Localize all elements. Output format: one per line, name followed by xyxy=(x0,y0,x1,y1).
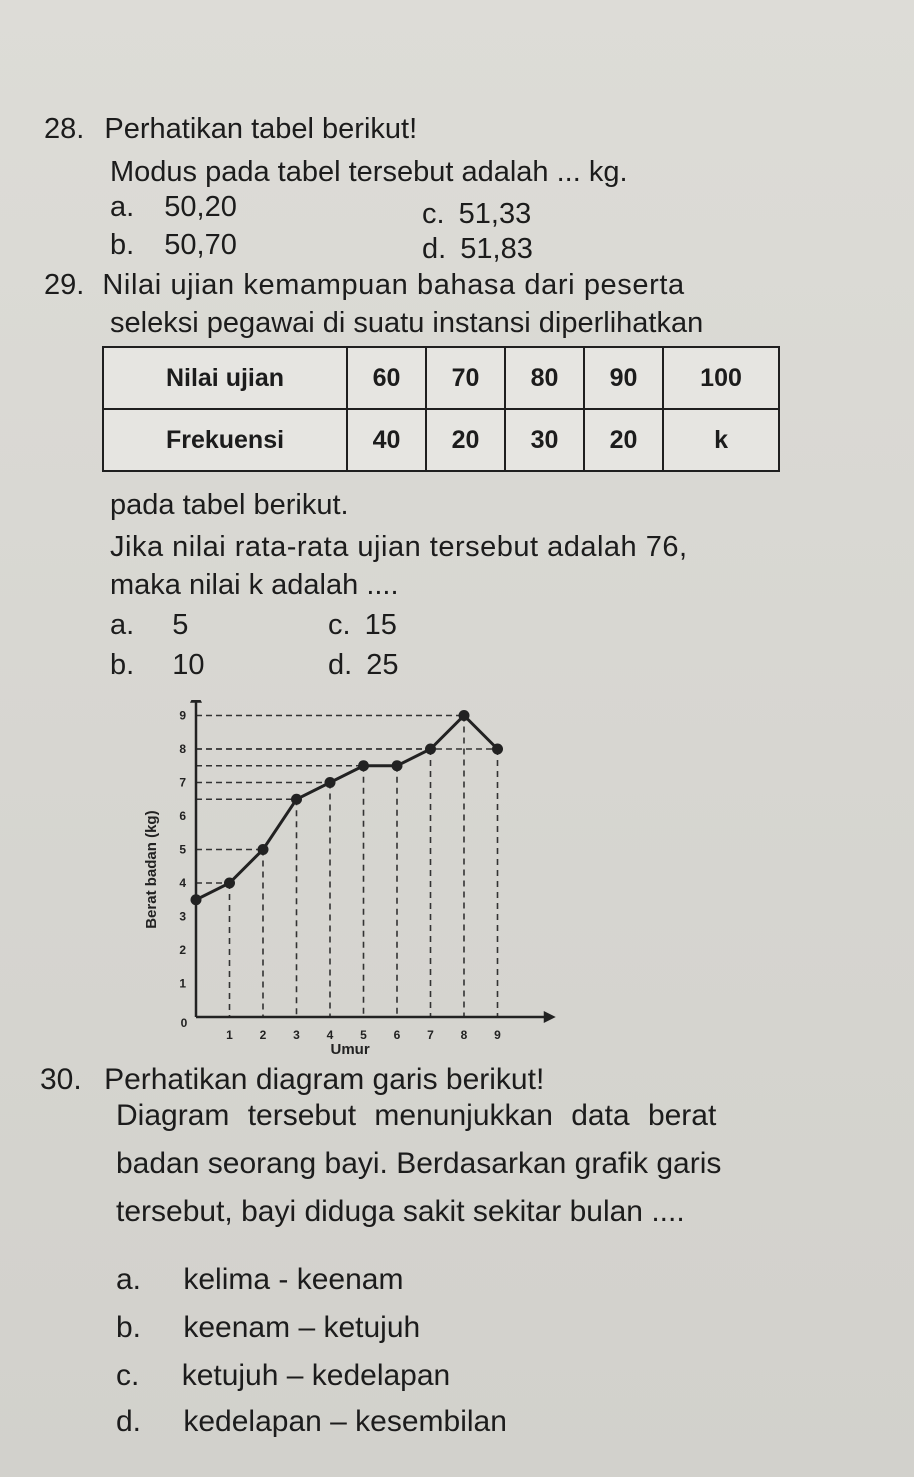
option-label: b. xyxy=(110,229,135,261)
table-cell: 20 xyxy=(584,409,663,471)
data-point xyxy=(258,844,269,855)
option-text: 50,20 xyxy=(164,191,237,223)
q28-option-b[interactable] xyxy=(110,228,237,262)
q29-line4: Jika nilai rata-rata ujian tersebut adalah 76, xyxy=(110,531,688,563)
x-tick-label: 2 xyxy=(259,1028,267,1042)
q28-option-a[interactable] xyxy=(110,190,237,224)
q30-line3: badan seorang bayi. Berdasarkan grafik garis xyxy=(116,1147,722,1180)
table-cell: 70 xyxy=(426,347,505,409)
q29-number: 29. xyxy=(44,269,85,301)
data-point xyxy=(358,760,369,771)
x-tick-label: 3 xyxy=(293,1028,300,1042)
data-point xyxy=(459,710,470,721)
q30-option-a[interactable] xyxy=(116,1262,403,1298)
q28-option-d[interactable] xyxy=(422,232,533,266)
q30-line4: tersebut, bayi diduga sakit sekitar bulan .... xyxy=(116,1195,685,1228)
option-text: kedelapan – kesembilan xyxy=(183,1405,507,1438)
data-point xyxy=(224,878,235,889)
option-label: d. xyxy=(328,649,353,681)
option-text: 10 xyxy=(172,649,205,681)
q29-option-c[interactable] xyxy=(328,608,397,642)
x-tick-label: 6 xyxy=(393,1028,401,1042)
q28-line1 xyxy=(44,112,417,146)
option-label: a. xyxy=(116,1263,142,1296)
score-frequency-table xyxy=(102,346,780,472)
q29-line1 xyxy=(44,268,685,302)
option-text: kelima - keenam xyxy=(183,1263,404,1296)
q30-line2: Diagram tersebut menunjukkan data berat xyxy=(116,1099,717,1132)
x-axis-arrow xyxy=(544,1011,556,1023)
option-label: d. xyxy=(116,1405,142,1438)
q30-option-c[interactable] xyxy=(116,1358,450,1394)
x-tick-label: 9 xyxy=(494,1028,501,1042)
table-row xyxy=(103,409,779,471)
data-point xyxy=(291,794,302,805)
y-tick-label: 7 xyxy=(179,775,186,790)
y-tick-label: 2 xyxy=(179,943,186,957)
q28-line2: Modus pada tabel tersebut adalah ... kg. xyxy=(110,156,628,188)
chart-series xyxy=(191,710,504,905)
table-header-cell: Frekuensi xyxy=(103,409,347,471)
y-axis-arrow xyxy=(190,700,202,703)
option-label: a. xyxy=(110,191,135,223)
x-tick-label: 4 xyxy=(326,1028,334,1042)
q28-number: 28. xyxy=(44,113,85,145)
table-header-cell: Nilai ujian xyxy=(103,347,347,409)
q29-option-b[interactable] xyxy=(110,648,205,682)
q29-option-a[interactable] xyxy=(110,608,188,642)
y-tick-label: 1 xyxy=(179,976,186,991)
y-tick-label: 5 xyxy=(179,842,186,857)
data-point xyxy=(191,894,202,905)
table-cell: 30 xyxy=(505,409,584,471)
option-text: 25 xyxy=(366,649,399,681)
q30-line1 xyxy=(40,1062,544,1098)
y-tick-label: 4 xyxy=(179,876,186,890)
q29-text-1: Nilai ujian kemampuan bahasa dari peserta xyxy=(102,269,685,301)
data-point xyxy=(392,760,403,771)
table-cell: 40 xyxy=(347,409,426,471)
table-cell: 20 xyxy=(426,409,505,471)
y-tick-label: 9 xyxy=(179,708,186,723)
x-tick-label: 1 xyxy=(226,1028,233,1042)
table-cell: k xyxy=(663,409,779,471)
x-axis-title: Umur xyxy=(330,1041,370,1058)
option-label: a. xyxy=(110,609,135,641)
q28-text-1: Perhatikan tabel berikut! xyxy=(104,113,418,145)
table-cell: 60 xyxy=(347,347,426,409)
option-text: 15 xyxy=(364,609,397,641)
table-cell: 90 xyxy=(584,347,663,409)
q29-line3: pada tabel berikut. xyxy=(110,489,349,521)
q30-number: 30. xyxy=(40,1063,82,1096)
option-text: 51,83 xyxy=(460,233,533,265)
q28-option-c[interactable] xyxy=(422,197,531,231)
option-label: d. xyxy=(422,233,447,265)
table-cell: 80 xyxy=(505,347,584,409)
x-tick-label: 0 xyxy=(180,1016,188,1030)
option-text: 5 xyxy=(172,609,189,641)
option-label: c. xyxy=(422,198,445,230)
option-label: c. xyxy=(328,609,351,641)
baby-weight-line-chart xyxy=(130,700,570,1060)
table-row xyxy=(103,347,779,409)
y-tick-label: 6 xyxy=(179,809,186,823)
option-text: keenam – ketujuh xyxy=(183,1311,421,1344)
q29-option-d[interactable] xyxy=(328,648,399,682)
y-tick-label: 3 xyxy=(179,909,186,924)
y-tick-label: 8 xyxy=(179,742,186,756)
option-label: b. xyxy=(110,649,135,681)
q30-text-1: Perhatikan diagram garis berikut! xyxy=(104,1063,545,1096)
data-point xyxy=(492,744,503,755)
option-label: c. xyxy=(116,1359,140,1392)
q29-line2: seleksi pegawai di suatu instansi diperlihatkan xyxy=(110,307,704,339)
x-tick-label: 8 xyxy=(460,1028,468,1042)
y-axis-title: Berat badan (kg) xyxy=(143,810,160,929)
x-tick-label: 5 xyxy=(360,1028,367,1042)
option-text: 50,70 xyxy=(164,229,237,261)
q29-line5: maka nilai k adalah .... xyxy=(110,569,399,601)
series-line xyxy=(196,716,498,900)
chart-guides xyxy=(196,716,498,1018)
q30-option-d[interactable] xyxy=(116,1404,507,1440)
q30-option-b[interactable] xyxy=(116,1310,420,1346)
data-point xyxy=(425,744,436,755)
option-text: ketujuh – kedelapan xyxy=(181,1359,451,1392)
table-cell: 100 xyxy=(663,347,779,409)
data-point xyxy=(325,777,336,788)
x-tick-label: 7 xyxy=(427,1028,434,1042)
option-text: 51,33 xyxy=(458,198,532,230)
option-label: b. xyxy=(116,1311,142,1344)
